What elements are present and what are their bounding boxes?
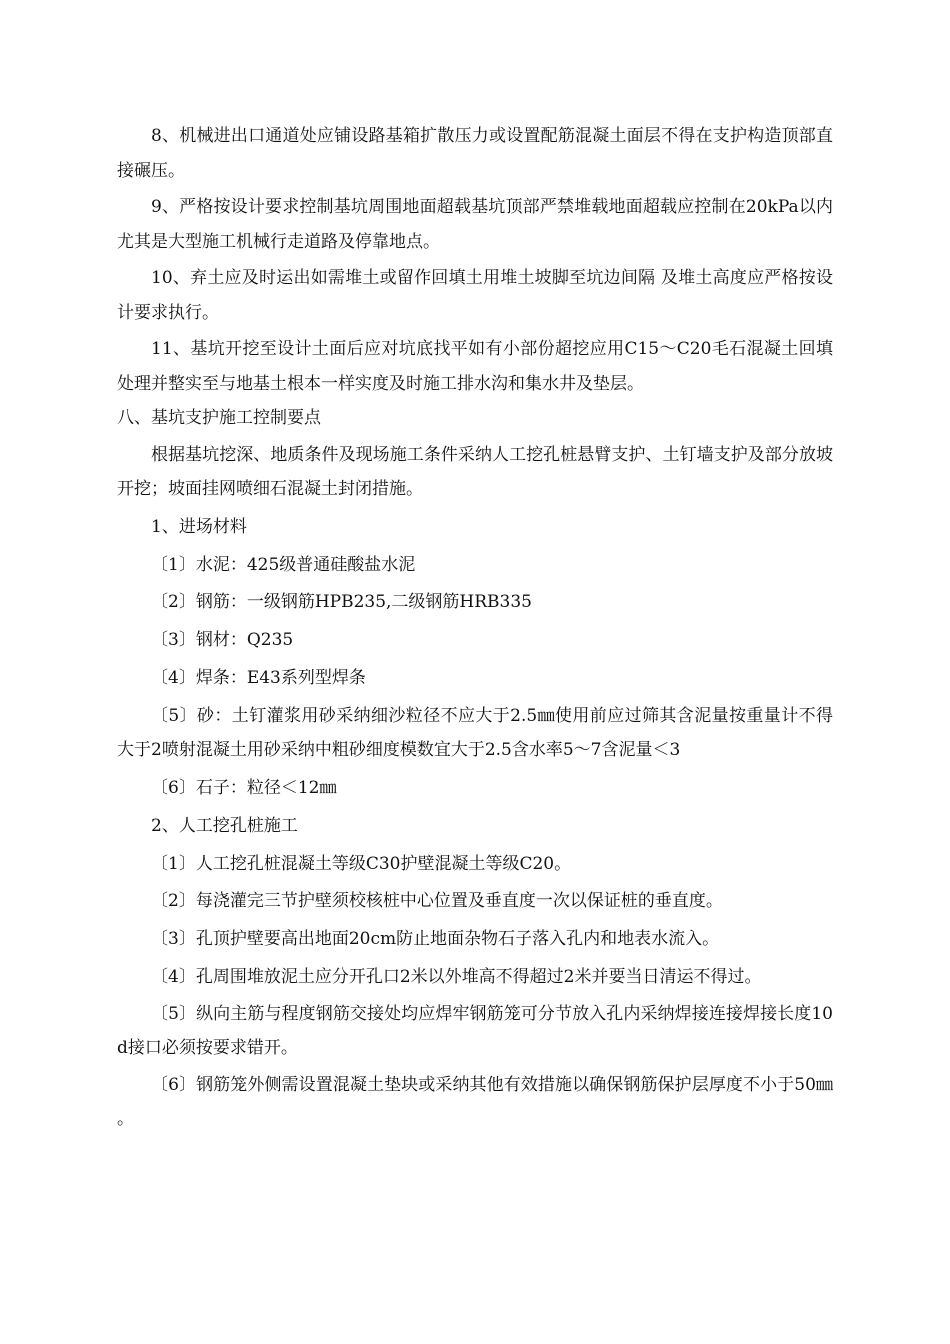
paragraph-item-9: 9、严格按设计要求控制基坑周围地面超载基坑顶部严禁堆载地面超载应控制在20kPa以内尤其是大型施工机械行走道路及停靠地点。 (117, 197, 833, 252)
material-item-electrode: 〔4〕焊条：E43系列型焊条 (151, 667, 366, 688)
section-heading: 八、基坑支护施工控制要点 (117, 408, 321, 428)
subsection-heading-materials: 1、进场材料 (151, 516, 247, 537)
material-item-sand: 〔5〕砂：土钉灌浆用砂采纳细沙粒径不应大于2.5㎜使用前应过筛其含泥量按重量计不得大于2喷射混凝土用砂采纳中粗砂细度模数宜大于2.5含水率5～7含泥量＜3 (117, 705, 833, 761)
pile-item-cover-thickness: 〔6〕钢筋笼外侧需设置混凝土垫块或采纳其他有效措施以确保钢筋保护层厚度不小于50㎜ 。 (117, 1074, 833, 1130)
subsection-heading-piles: 2、人工挖孔桩施工 (151, 815, 298, 836)
material-item-rebar: 〔2〕钢筋：一级钢筋HPB235,二级钢筋HRB335 (151, 592, 532, 613)
pile-item-rebar-cage: 〔5〕纵向主筋与程度钢筋交接处均应焊牢钢筋笼可分节放入孔内采纳焊接连接焊接长度10d接口必须按要求错开。 (117, 1003, 833, 1059)
paragraph-item-8: 8、机械进出口通道处应铺设路基箱扩散压力或设置配筋混凝土面层不得在支护构造顶部直接碾压。 (117, 126, 833, 181)
pile-item-retaining-wall: 〔3〕孔顶护壁要高出地面20cm防止地面杂物石子落入孔内和地表水流入。 (151, 929, 720, 950)
pile-item-soil-stacking: 〔4〕孔周围堆放泥土应分开孔口2米以外堆高不得超过2米并要当日清运不得过。 (151, 967, 762, 988)
document-body (117, 119, 833, 1137)
pile-item-verticality: 〔2〕每浇灌完三节护壁须校核桩中心位置及垂直度一次以保证桩的垂直度。 (151, 891, 723, 912)
paragraph-item-10: 10、弃土应及时运出如需堆土或留作回填土用堆土坡脚至坑边间隔 及堆土高度应严格按设计要求执行。 (117, 268, 833, 323)
material-item-stone: 〔6〕石子：粒径＜12㎜ (151, 778, 337, 799)
pile-item-concrete-grade: 〔1〕人工挖孔桩混凝土等级C30护壁混凝土等级C20。 (151, 853, 572, 874)
section-intro: 根据基坑挖深、地质条件及现场施工条件采纳人工挖孔桩悬臂支护、土钉墙支护及部分放坡开挖；坡面挂网喷细石混凝土封闭措施。 (117, 444, 833, 499)
paragraph-item-11: 11、基坑开挖至设计土面后应对坑底找平如有小部份超挖应用C15～C20毛石混凝土回填处理并整实至与地基土根本一样实度及时施工排水沟和集水井及垫层。 (117, 339, 833, 394)
material-item-cement: 〔1〕水泥：425级普通硅酸盐水泥 (151, 554, 416, 575)
material-item-steel: 〔3〕钢材：Q235 (151, 630, 294, 651)
